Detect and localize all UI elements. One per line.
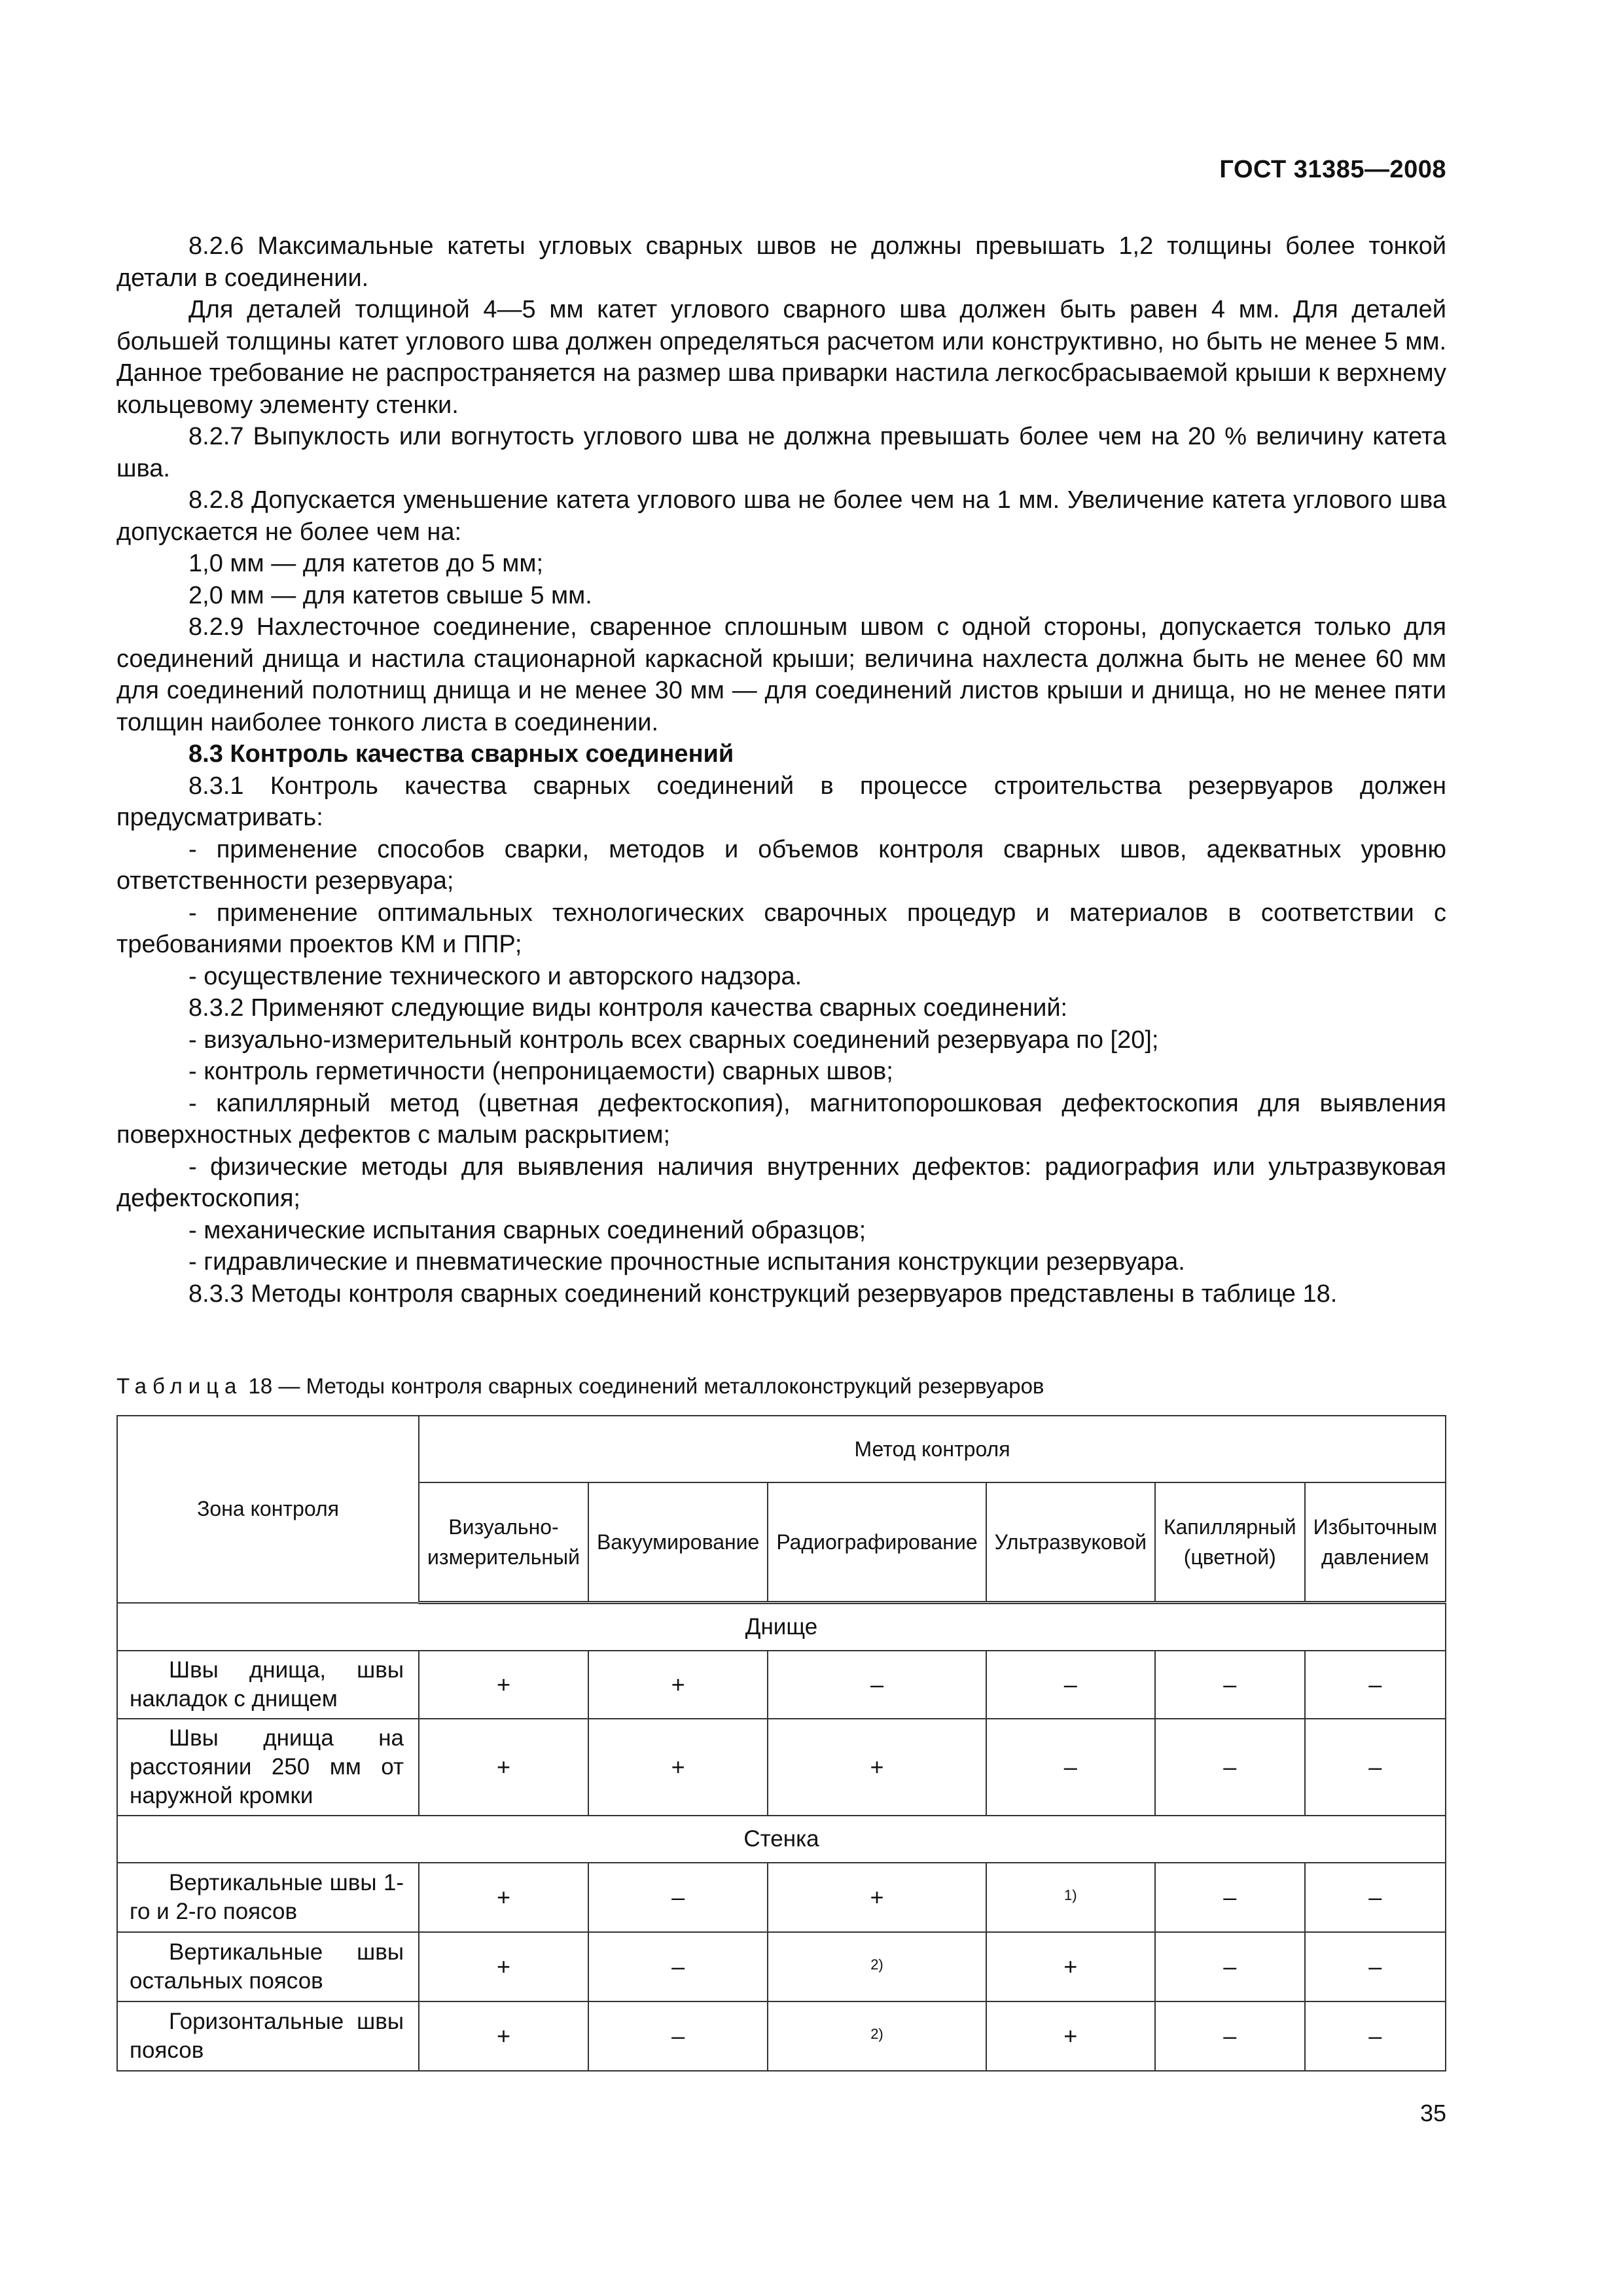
- section-row: [117, 1603, 1446, 1651]
- list-item: - механические испытания сварных соединений образцов;: [188, 1216, 866, 1244]
- list-item: - капиллярный метод (цветная дефектоскопия), магнитопорошковая дефектоскопия для выявления поверхностных дефектов с малым раскрытием;: [116, 1089, 1446, 1149]
- mark-cell: +: [419, 1719, 588, 1816]
- list-item: - гидравлические и пневматические прочностные испытания конструкции резервуара.: [188, 1248, 1185, 1276]
- mark-cell: +: [986, 1932, 1155, 2001]
- zone-cell: Вертикальные швы 1-го и 2-го поясов: [117, 1863, 419, 1932]
- mark-cell: –: [588, 2001, 768, 2071]
- mark-cell: –: [1155, 1719, 1305, 1816]
- paragraph: 8.2.9 Нахлесточное соединение, сваренное сплошным швом с одной стороны, допускается только для соединений днища и настила стационарной каркасной крыши; величина нахлеста должна быть не менее 60 мм для соединений полотнищ днища и не менее 30 мм — для соединений листов крыши и днища, но не менее пяти толщин наиболее тонкого листа в соединении.: [116, 613, 1446, 736]
- mark-cell: –: [1305, 1863, 1446, 1932]
- zone-cell: Горизонтальные швы поясов: [117, 2001, 419, 2071]
- section-heading: 8.3 Контроль качества сварных соединений: [188, 740, 734, 768]
- paragraph: 2,0 мм — для катетов свыше 5 мм.: [188, 581, 592, 609]
- table-caption-label: Таблица: [116, 1374, 243, 1398]
- table-row: [117, 2001, 1446, 2071]
- paragraph: 8.2.6 Максимальные катеты угловых сварных швов не должны превышать 1,2 толщины более тонкой детали в соединении.: [116, 232, 1446, 292]
- mark-cell: –: [1155, 1651, 1305, 1719]
- control-methods-table: [116, 1415, 1446, 2072]
- paragraph: 8.3.2 Применяют следующие виды контроля качества сварных соединений:: [188, 994, 1068, 1022]
- mark-cell: –: [588, 1863, 768, 1932]
- table-row: [117, 1863, 1446, 1932]
- mark-cell: +: [768, 1863, 986, 1932]
- section-row: [117, 1816, 1446, 1863]
- zone-cell: Швы днища, швы накладок с днищем: [117, 1651, 419, 1719]
- paragraph: 8.2.8 Допускается уменьшение катета углового шва не более чем на 1 мм. Увеличение катета углового шва допускается не более чем на:: [116, 486, 1446, 546]
- mark-cell: –: [1305, 1932, 1446, 2001]
- method-header: Радиографирование: [768, 1482, 986, 1603]
- method-header: Капиллярный (цветной): [1155, 1482, 1305, 1603]
- table-row: [117, 1719, 1446, 1816]
- table-caption-title: 18 — Методы контроля сварных соединений металлоконструкций резервуаров: [242, 1374, 1044, 1398]
- mark-cell: –: [1305, 2001, 1446, 2071]
- table-caption: [116, 1373, 1044, 1399]
- footnote-ref-cell: 1): [986, 1863, 1155, 1932]
- mark-cell: –: [588, 1932, 768, 2001]
- mark-cell: +: [588, 1651, 768, 1719]
- zone-cell: Вертикальные швы остальных поясов: [117, 1932, 419, 2001]
- page-number: 35: [1419, 2100, 1446, 2126]
- paragraph: 8.3.1 Контроль качества сварных соединений в процессе строительства резервуаров должен предусматривать:: [116, 772, 1446, 831]
- zone-column-header: Зона контроля: [117, 1416, 419, 1603]
- paragraph: 8.3.3 Методы контроля сварных соединений конструкций резервуаров представлены в таблице 18.: [188, 1280, 1338, 1308]
- method-header: Ультразвуковой: [986, 1482, 1155, 1603]
- method-header: Избыточным давлением: [1305, 1482, 1446, 1603]
- mark-cell: +: [768, 1719, 986, 1816]
- paragraph: Для деталей толщиной 4—5 мм катет углового сварного шва должен быть равен 4 мм. Для деталей большей толщины катет углового шва должен определяться расчетом или конструктивно, но быть не менее 5 мм. Данное требование не распространяется на размер шва приварки настила легкосбрасываемой крыши к верхнему кольцевому элементу стенки.: [116, 296, 1446, 419]
- paragraph: 1,0 мм — для катетов до 5 мм;: [188, 550, 544, 577]
- mark-cell: –: [1305, 1719, 1446, 1816]
- table-row: [117, 1651, 1446, 1719]
- list-item: - применение способов сварки, методов и объемов контроля сварных швов, адекватных уровню ответственности резервуара;: [116, 835, 1446, 895]
- section-title: Стенка: [117, 1816, 1446, 1863]
- body-text: [116, 230, 1446, 1310]
- list-item: - применение оптимальных технологических сварочных процедур и материалов в соответствии с требованиями проектов КМ и ППР;: [116, 899, 1446, 958]
- method-group-header: Метод контроля: [419, 1416, 1446, 1482]
- list-item: - физические методы для выявления наличия внутренних дефектов: радиография или ультразвуковая дефектоскопия;: [116, 1153, 1446, 1212]
- document-id: ГОСТ 31385—2008: [1219, 156, 1446, 183]
- mark-cell: +: [419, 1651, 588, 1719]
- mark-cell: –: [768, 1651, 986, 1719]
- mark-cell: –: [1155, 1932, 1305, 2001]
- footnote-ref-cell: 2): [768, 1932, 986, 2001]
- mark-cell: –: [1155, 1863, 1305, 1932]
- table-row: [117, 1932, 1446, 2001]
- mark-cell: –: [986, 1719, 1155, 1816]
- mark-cell: +: [419, 2001, 588, 2071]
- mark-cell: –: [1305, 1651, 1446, 1719]
- list-item: - осуществление технического и авторского надзора.: [188, 962, 802, 990]
- mark-cell: +: [419, 1932, 588, 2001]
- list-item: - визуально-измерительный контроль всех сварных соединений резервуара по [20];: [188, 1026, 1159, 1054]
- list-item: - контроль герметичности (непроницаемости) сварных швов;: [188, 1058, 893, 1085]
- zone-cell: Швы днища на расстоянии 250 мм от наружной кромки: [117, 1719, 419, 1816]
- mark-cell: –: [986, 1651, 1155, 1719]
- method-header: Визуально-измерительный: [419, 1482, 588, 1603]
- mark-cell: +: [986, 2001, 1155, 2071]
- section-title: Днище: [117, 1603, 1446, 1651]
- mark-cell: –: [1155, 2001, 1305, 2071]
- mark-cell: +: [588, 1719, 768, 1816]
- mark-cell: +: [419, 1863, 588, 1932]
- paragraph: 8.2.7 Выпуклость или вогнутость углового шва не должна превышать более чем на 20 % величину катета шва.: [116, 423, 1446, 482]
- method-header: Вакуумирование: [588, 1482, 768, 1603]
- footnote-ref-cell: 2): [768, 2001, 986, 2071]
